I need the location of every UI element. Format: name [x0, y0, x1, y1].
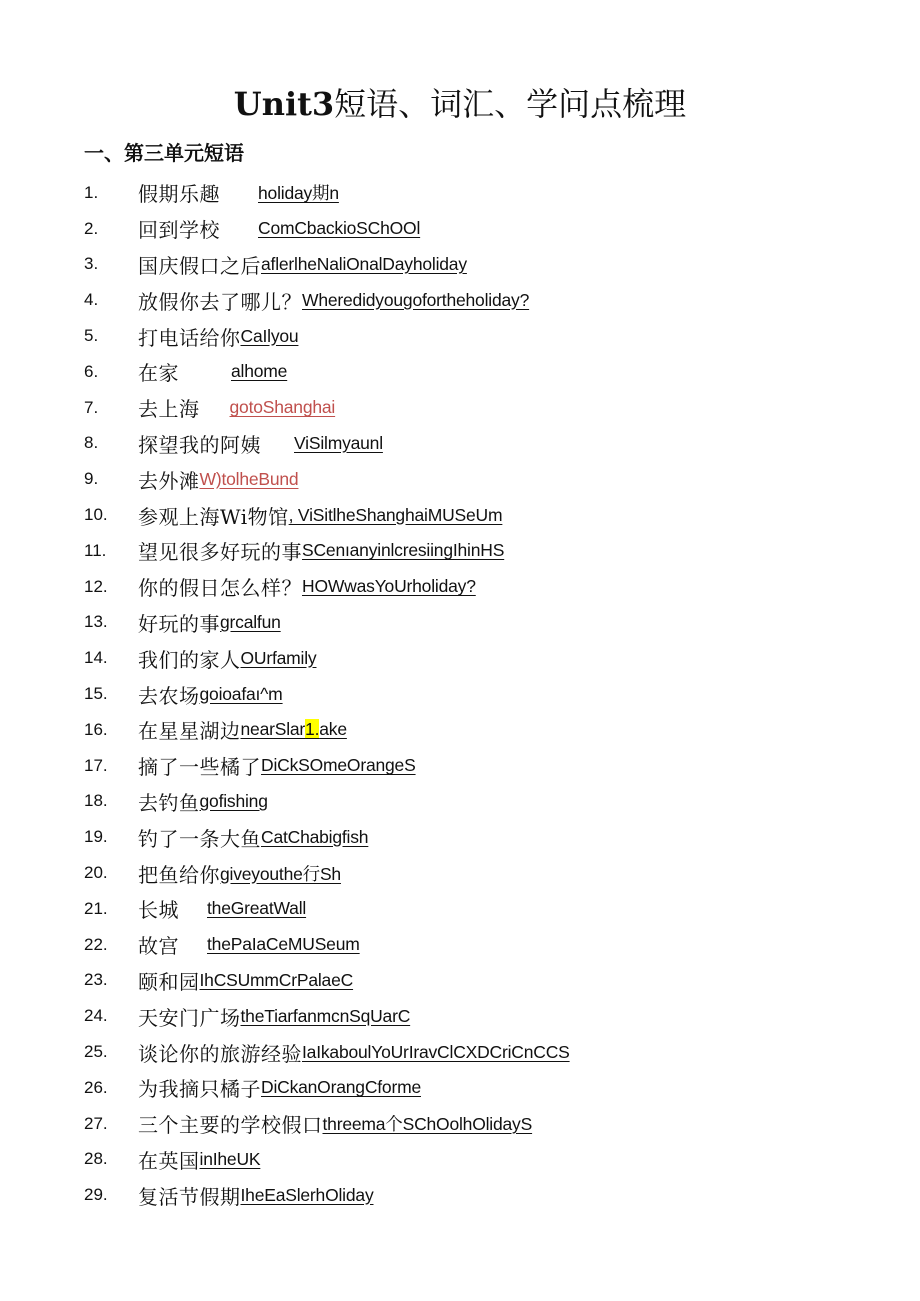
phrase-row	[84, 426, 884, 462]
phrase-row	[84, 1106, 884, 1142]
phrase-row	[84, 998, 884, 1034]
phrase-english: theTiarfanmcnSqUarC	[240, 1005, 411, 1026]
phrase-row	[84, 640, 884, 676]
phrase-english: OUrfamily	[240, 647, 317, 668]
phrase-number: 14.	[84, 648, 108, 668]
phrase-number: 15.	[84, 684, 108, 704]
phrase-row	[84, 247, 884, 283]
phrase-chinese: 假期乐趣	[138, 182, 220, 207]
phrase-english: CatChabigfish	[261, 826, 369, 847]
phrase-chinese: 你的假日怎么样？	[138, 576, 302, 601]
phrase-chinese: 去钓鱼	[138, 790, 200, 815]
phrase-chinese: 去上海	[138, 397, 200, 422]
phrase-chinese: 探望我的阿姨	[138, 432, 261, 457]
phrase-english: gotoShanghai	[229, 397, 336, 418]
phrase-row	[84, 569, 884, 605]
phrase-row	[84, 282, 884, 318]
phrase-english: Wheredidyougofortheholiday?	[302, 289, 530, 310]
phrase-row	[84, 712, 884, 748]
phrase-row	[84, 533, 884, 569]
phrase-chinese: 放假你去了哪儿？	[138, 289, 302, 314]
phrase-english: ComCbackioSChOOl	[258, 218, 421, 239]
phrase-english: IaIkaboulYoUrIravClCXDCriCnCCS	[302, 1041, 570, 1062]
phrase-chinese: 回到学校	[138, 218, 220, 243]
phrase-english: SCenıanyinlcresiingIhinHS	[302, 540, 505, 561]
phrase-number: 24.	[84, 1006, 108, 1026]
phrase-chinese: 我们的家人	[138, 647, 241, 672]
phrase-english: DiCkanOrangCforme	[261, 1077, 421, 1098]
phrase-chinese: 在星星湖边	[138, 719, 241, 744]
phrase-english: alhome	[231, 361, 288, 382]
phrase-chinese: 在英国	[138, 1148, 200, 1173]
phrase-english: inIheUK	[199, 1148, 261, 1169]
phrase-english: W)tolheBund	[199, 468, 299, 489]
phrase-english: HOWwasYoUrholiday?	[302, 576, 476, 597]
phrase-number: 25.	[84, 1042, 108, 1062]
phrase-number: 1.	[84, 182, 99, 202]
phrase-number: 19.	[84, 827, 108, 847]
phrase-number: 4.	[84, 290, 99, 310]
phrase-chinese: 在家	[138, 361, 179, 386]
phrase-row	[84, 175, 884, 211]
phrase-row	[84, 927, 884, 963]
phrase-chinese: 好玩的事	[138, 611, 220, 636]
phrase-row	[84, 748, 884, 784]
phrase-number: 9.	[84, 469, 99, 489]
phrase-row	[84, 891, 884, 927]
phrase-row	[84, 1177, 884, 1213]
phrase-chinese: 故宫	[138, 934, 179, 959]
highlighted-text: 1.	[305, 719, 320, 740]
page-title	[0, 82, 920, 126]
phrase-number: 12.	[84, 576, 108, 596]
phrase-chinese: 去外滩	[138, 468, 200, 493]
phrase-chinese: 国庆假口之后	[138, 253, 261, 278]
phrase-english	[241, 719, 347, 740]
phrase-number: 18.	[84, 791, 108, 811]
phrase-chinese: 为我摘只橘子	[138, 1077, 261, 1102]
phrase-english-part: nearSlar	[240, 719, 306, 740]
phrase-number: 5.	[84, 326, 99, 346]
phrase-number: 28.	[84, 1149, 108, 1169]
phrase-row	[84, 461, 884, 497]
phrase-row	[84, 676, 884, 712]
phrase-english: goioafaı^m	[199, 683, 283, 704]
phrase-number: 11.	[84, 540, 107, 560]
phrase-number: 23.	[84, 970, 108, 990]
phrase-chinese: 钓了一条大鱼	[138, 826, 261, 851]
phrase-chinese: 摘了一些橘了	[138, 755, 261, 780]
phrase-row	[84, 819, 884, 855]
phrase-chinese: 长城	[138, 898, 179, 923]
phrase-english: , ViSitlheShanghaiMUSeUm	[288, 504, 503, 525]
phrase-english-part: ake	[319, 719, 347, 740]
phrase-number: 13.	[84, 612, 108, 632]
phrase-list	[84, 175, 884, 1213]
phrase-english: thePaIaCeMUSeum	[207, 934, 360, 955]
phrase-row	[84, 1070, 884, 1106]
phrase-chinese: 打电话给你	[138, 325, 241, 350]
phrase-chinese: 去农场	[138, 683, 200, 708]
phrase-row	[84, 963, 884, 999]
phrase-english: IhCSUmmCrPalaeC	[199, 969, 354, 990]
phrase-row	[84, 318, 884, 354]
phrase-chinese: 望见很多好玩的事	[138, 540, 302, 565]
phrase-number: 2.	[84, 218, 99, 238]
page-title-text: 短语、词汇、学问点梳理	[334, 85, 687, 123]
phrase-number: 21.	[84, 898, 108, 918]
phrase-english: DiCkSOmeOrangeS	[261, 755, 416, 776]
phrase-english: giveyouthe行Sh	[220, 863, 341, 884]
phrase-number: 10.	[84, 505, 108, 525]
page-title-unit: Unit3	[233, 85, 335, 123]
phrase-chinese: 复活节假期	[138, 1184, 241, 1209]
phrase-english: holiday期n	[258, 183, 339, 204]
phrase-number: 7.	[84, 397, 99, 417]
phrase-row	[84, 855, 884, 891]
phrase-english: CaIlyou	[240, 325, 299, 346]
phrase-english: ViSilmyaunl	[294, 432, 383, 453]
phrase-number: 26.	[84, 1077, 108, 1097]
phrase-number: 27.	[84, 1113, 108, 1133]
phrase-chinese: 天安门广场	[138, 1005, 241, 1030]
phrase-english: IheEaSlerhOliday	[240, 1184, 374, 1205]
phrase-number: 29.	[84, 1185, 108, 1205]
phrase-chinese: 把鱼给你	[138, 862, 220, 887]
phrase-chinese: 谈论你的旅游经验	[138, 1041, 302, 1066]
phrase-row	[84, 211, 884, 247]
phrase-chinese: 三个主要的学校假口	[138, 1113, 323, 1138]
phrase-number: 16.	[84, 719, 108, 739]
phrase-chinese: 颐和园	[138, 969, 200, 994]
phrase-number: 22.	[84, 934, 108, 954]
phrase-number: 17.	[84, 755, 108, 775]
phrase-number: 8.	[84, 433, 99, 453]
phrase-number: 20.	[84, 863, 108, 883]
phrase-english: aflerlheNaliOnalDayholiday	[261, 253, 467, 274]
phrase-number: 3.	[84, 254, 99, 274]
phrase-english: threema个SChOolhOlidayS	[322, 1114, 533, 1135]
section-heading: 一、第三单元短语	[84, 141, 244, 165]
phrase-english: grcalfun	[220, 611, 281, 632]
phrase-row	[84, 1034, 884, 1070]
phrase-row	[84, 390, 884, 426]
phrase-number: 6.	[84, 361, 99, 381]
phrase-english: gofishing	[199, 790, 268, 811]
phrase-row	[84, 605, 884, 641]
phrase-row	[84, 784, 884, 820]
phrase-english: theGreatWall	[207, 898, 307, 919]
phrase-chinese: 参观上海Wi物馆	[138, 504, 289, 529]
phrase-row	[84, 497, 884, 533]
phrase-row	[84, 354, 884, 390]
phrase-row	[84, 1142, 884, 1178]
